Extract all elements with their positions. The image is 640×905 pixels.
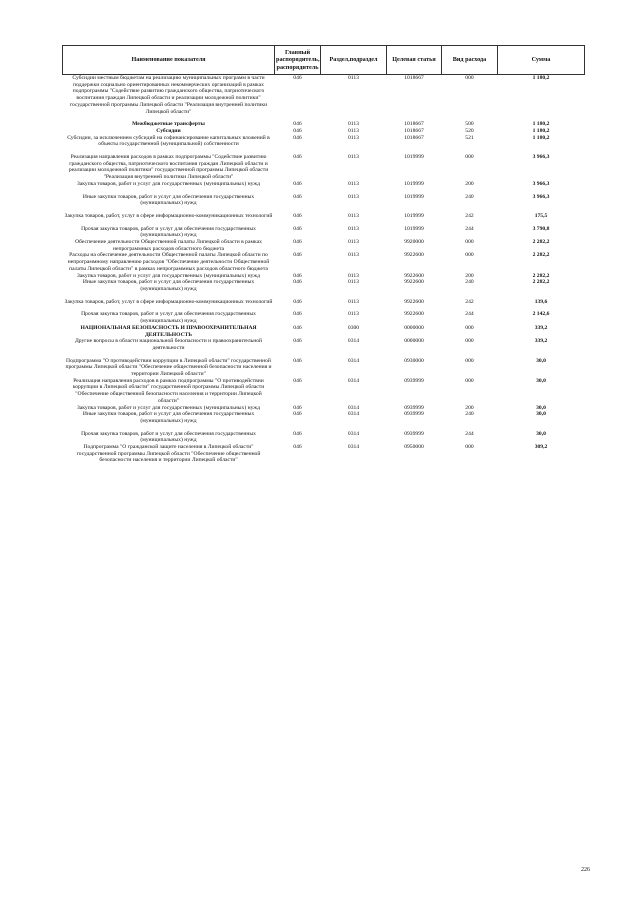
row-sum: 2 282,2: [532, 252, 550, 259]
row-section: 0314: [347, 411, 360, 418]
row-section: 0113: [348, 127, 359, 134]
row-name: Закупка товаров, работ, услуг в сфере информационно-коммуникационных технологий: [64, 298, 273, 305]
header-section: Раздел,подраздел: [321, 46, 387, 75]
row-target: 9922600: [404, 252, 424, 259]
row-name: Прочая закупка товаров, работ и услуг для обеспечения государственных (муниципальных) нужд: [81, 430, 256, 444]
row-expense: 000: [465, 75, 474, 81]
row-name: Иные закупки товаров, работ и услуг для обеспечения государственных (муниципальных) нужд: [82, 411, 255, 424]
row-name: Другие вопросы в области национальной безопасности и правоохранительной деятельности: [74, 338, 263, 351]
row-expense: 520: [465, 127, 474, 134]
row-expense: 000: [465, 338, 474, 345]
row-name: Закупка товаров, работ, услуг в сфере информационно-коммуникационных технологий: [64, 212, 273, 219]
row-name: Иные закупки товаров, работ и услуг для обеспечения государственных (муниципальных) нужд: [82, 193, 255, 207]
row-name: Закупка товаров, работ и услуг для государственных (муниципальных) нужд: [76, 272, 261, 279]
row-name: Реализация направления расходов в рамках подпрограммы "О противодействии коррупции в Липецкой области" государственной программы Липецкой области "Обеспечение общественной безопасности населения и территории Липецкой области": [72, 377, 265, 404]
row-name: Прочая закупка товаров, работ и услуг для обеспечения государственных (муниципальных) нужд: [81, 311, 256, 325]
row-admin: 046: [293, 311, 302, 318]
table-row: [63, 338, 585, 351]
row-section: 0113: [348, 212, 359, 219]
row-target: 9922600: [404, 272, 424, 279]
budget-document: [62, 45, 584, 464]
row-name: Реализация направления расходов в рамках подпрограммы "Содействие развитию гражданского общества, патриотического воспитания граждан Липецкой области и реализации молодежной политики" государственной программы Липецкой области "Реализация внутренней политики Липецкой области": [68, 154, 269, 181]
row-target: 9922600: [404, 298, 424, 305]
table-row: [63, 148, 585, 181]
row-admin: 046: [293, 154, 302, 161]
row-expense: 200: [465, 180, 474, 187]
row-expense: 240: [465, 279, 474, 286]
row-expense: 244: [465, 311, 474, 318]
row-expense: 200: [465, 404, 474, 411]
row-section: 0113: [348, 272, 359, 279]
row-name: Иные закупки товаров, работ и услуг для обеспечения государственных (муниципальных) нужд: [82, 279, 255, 292]
row-target: 0939999: [404, 377, 424, 384]
row-name: Межбюджетные трансферты: [132, 121, 205, 128]
row-admin: 046: [293, 357, 302, 364]
table-row: [63, 279, 585, 292]
table-row: [63, 425, 585, 444]
row-expense: 000: [465, 324, 474, 331]
row-sum: 3 790,8: [532, 225, 550, 232]
row-section: 0113: [348, 225, 359, 232]
row-target: 0939999: [404, 404, 424, 411]
row-admin: 046: [293, 444, 302, 451]
header-name: Наименование показателя: [63, 46, 275, 75]
row-expense: 244: [465, 430, 474, 437]
row-target: 0000000: [404, 338, 424, 345]
row-sum: 1 180,2: [532, 127, 550, 134]
row-admin: 046: [293, 404, 302, 411]
table-row: [63, 75, 585, 116]
row-target: 0930000: [404, 357, 424, 364]
row-target: 0939999: [404, 430, 424, 437]
row-admin: 046: [293, 272, 302, 279]
row-target: 1018667: [404, 127, 424, 134]
row-target: 1018667: [404, 121, 424, 128]
row-expense: 000: [465, 154, 474, 161]
row-section: 0113: [348, 298, 359, 305]
table-row: [63, 444, 585, 464]
row-target: 1019999: [404, 212, 424, 219]
row-section: 0113: [348, 180, 359, 187]
row-name: Субсидии местным бюджетам на реализацию муниципальных программ в части поддержки социально ориентированных некоммерческих организаций в рамках подпрограммы "Содействие развитию гражданского общества, патриотического воспитания граждан Липецкой области и реализации молодежной политики" государственной программы Липецкой области "Реализация внутренней политики Липецкой области": [69, 75, 268, 115]
row-target: 0000000: [404, 324, 424, 331]
row-sum: 30,0: [536, 430, 546, 437]
row-section: 0314: [347, 357, 360, 364]
row-expense: 000: [465, 252, 474, 259]
row-admin: 046: [293, 212, 302, 219]
row-target: 0950000: [404, 444, 424, 451]
page-number: 226: [581, 867, 590, 873]
row-target: 9922600: [404, 311, 424, 318]
row-name: Субсидии: [156, 127, 181, 134]
row-section: 0314: [347, 404, 360, 411]
row-target: 1019999: [404, 193, 424, 200]
header-sum: Сумма: [498, 46, 585, 75]
row-sum: 2 282,2: [532, 272, 550, 279]
table-row: [63, 135, 585, 148]
row-admin: 046: [293, 75, 302, 81]
table-row: [63, 220, 585, 239]
row-sum: 2 282,2: [532, 239, 550, 246]
row-admin: 046: [293, 180, 302, 187]
row-expense: 521: [465, 134, 474, 141]
table-row: [63, 188, 585, 207]
table-row: [63, 207, 585, 220]
row-admin: 046: [293, 225, 302, 232]
row-sum: 339,2: [534, 338, 548, 345]
row-admin: 046: [293, 239, 302, 246]
row-name: Обеспечение деятельности Общественной палаты Липецкой области в рамках непрограммных расходов областного бюджета: [75, 239, 262, 252]
row-expense: 000: [465, 239, 474, 246]
row-name: Подпрограмма "О противодействии коррупции в Липецкой области" государственной программы Липецкой области "Обеспечение общественной безопасности населения и территории Липецкой области": [65, 357, 272, 378]
row-expense: 000: [465, 357, 474, 364]
row-section: 0113: [348, 154, 359, 161]
row-expense: 500: [465, 121, 474, 128]
row-section: 0113: [348, 121, 359, 128]
row-expense: 240: [465, 193, 474, 200]
header-admin: Главный распорядитель, распорядитель: [275, 46, 321, 75]
row-admin: 046: [293, 411, 302, 418]
row-sum: 1 180,2: [532, 134, 550, 141]
table-row: [63, 115, 585, 128]
row-target: 1019999: [404, 180, 424, 187]
header-target: Целевая статья: [387, 46, 442, 75]
row-target: 9920000: [404, 239, 424, 246]
row-sum: 2 142,6: [532, 311, 550, 318]
row-sum: 139,6: [534, 298, 548, 305]
row-admin: 046: [293, 298, 302, 305]
row-target: 1019999: [404, 154, 424, 161]
row-sum: 30,0: [536, 411, 546, 418]
table-row: [63, 252, 585, 272]
table-row: [63, 378, 585, 405]
row-section: 0113: [348, 239, 359, 246]
row-target: 1018667: [404, 75, 424, 81]
row-sum: 30,0: [536, 357, 546, 364]
table-row: [63, 128, 585, 135]
row-expense: 244: [465, 225, 474, 232]
header-expense: Вид расхода: [442, 46, 498, 75]
row-sum: 2 282,2: [532, 279, 550, 286]
row-section: 0113: [348, 311, 359, 318]
row-expense: 200: [465, 272, 474, 279]
row-section: 0113: [348, 252, 359, 259]
table-row: [63, 305, 585, 324]
row-section: 0314: [347, 377, 360, 384]
row-section: 0300: [347, 324, 360, 331]
row-admin: 046: [293, 377, 302, 384]
row-expense: 242: [465, 212, 474, 219]
row-sum: 30,0: [536, 377, 546, 384]
row-expense: 242: [465, 298, 474, 305]
row-admin: 046: [293, 134, 302, 141]
row-name: НАЦИОНАЛЬНАЯ БЕЗОПАСНОСТЬ И ПРАВООХРАНИТЕЛЬНАЯ ДЕЯТЕЛЬНОСТЬ: [80, 324, 257, 338]
row-target: 1019999: [404, 225, 424, 232]
table-header-row: [63, 46, 585, 75]
row-target: 0939999: [404, 411, 424, 418]
row-section: 0113: [348, 279, 359, 286]
row-admin: 046: [293, 127, 302, 134]
table-row: [63, 325, 585, 338]
table-row: [63, 293, 585, 306]
row-admin: 046: [293, 279, 302, 286]
row-name: Закупка товаров, работ и услуг для государственных (муниципальных) нужд: [76, 180, 261, 187]
row-sum: 1 180,2: [532, 121, 550, 128]
row-sum: 3 966,3: [532, 154, 550, 161]
row-name: Прочая закупка товаров, работ и услуг для обеспечения государственных (муниципальных) нужд: [81, 225, 256, 239]
row-section: 0113: [348, 134, 359, 141]
table-row: [63, 411, 585, 424]
row-section: 0314: [347, 444, 360, 451]
row-expense: 240: [465, 411, 474, 418]
row-sum: 175,5: [534, 212, 548, 219]
row-admin: 046: [293, 252, 302, 259]
row-target: 9922600: [404, 279, 424, 286]
row-sum: 309,2: [534, 444, 548, 451]
row-admin: 046: [293, 338, 302, 345]
row-name: Расходы на обеспечение деятельности Общественной палаты Липецкой области по непрограммному направлению расходов "Обеспечение деятельности Общественной палаты Липецкой области" в рамках непрограммных расходов областного бюджета: [67, 252, 270, 272]
row-sum: 30,0: [536, 404, 546, 411]
row-sum: 339,2: [534, 324, 548, 331]
table-row: [63, 352, 585, 378]
row-name: Субсидии, за исключением субсидий на софинансирование капитальных вложений в объекты государственной (муниципальной) собственности: [67, 134, 270, 148]
row-admin: 046: [293, 193, 302, 200]
row-name: Закупка товаров, работ и услуг для государственных (муниципальных) нужд: [76, 404, 261, 411]
row-sum: 3 966,3: [532, 180, 550, 187]
row-admin: 046: [293, 324, 302, 331]
row-section: 0314: [347, 338, 360, 345]
table-row: [63, 181, 585, 188]
budget-table: [62, 45, 585, 464]
row-target: 1018667: [404, 134, 424, 141]
row-section: 0113: [348, 75, 359, 81]
row-sum: 3 966,3: [532, 193, 550, 200]
row-sum: 1 180,2: [532, 75, 550, 81]
row-expense: 000: [465, 444, 474, 451]
row-section: 0113: [348, 193, 359, 200]
row-expense: 000: [465, 377, 474, 384]
row-admin: 046: [293, 430, 302, 437]
row-admin: 046: [293, 121, 302, 128]
row-name: Подпрограмма "О гражданской защите населения в Липецкой области" государственной программы Липецкой области "Обеспечение общественной безопасности населения и территории Липецкой области": [76, 444, 261, 464]
row-section: 0314: [347, 430, 360, 437]
table-row: [63, 239, 585, 252]
